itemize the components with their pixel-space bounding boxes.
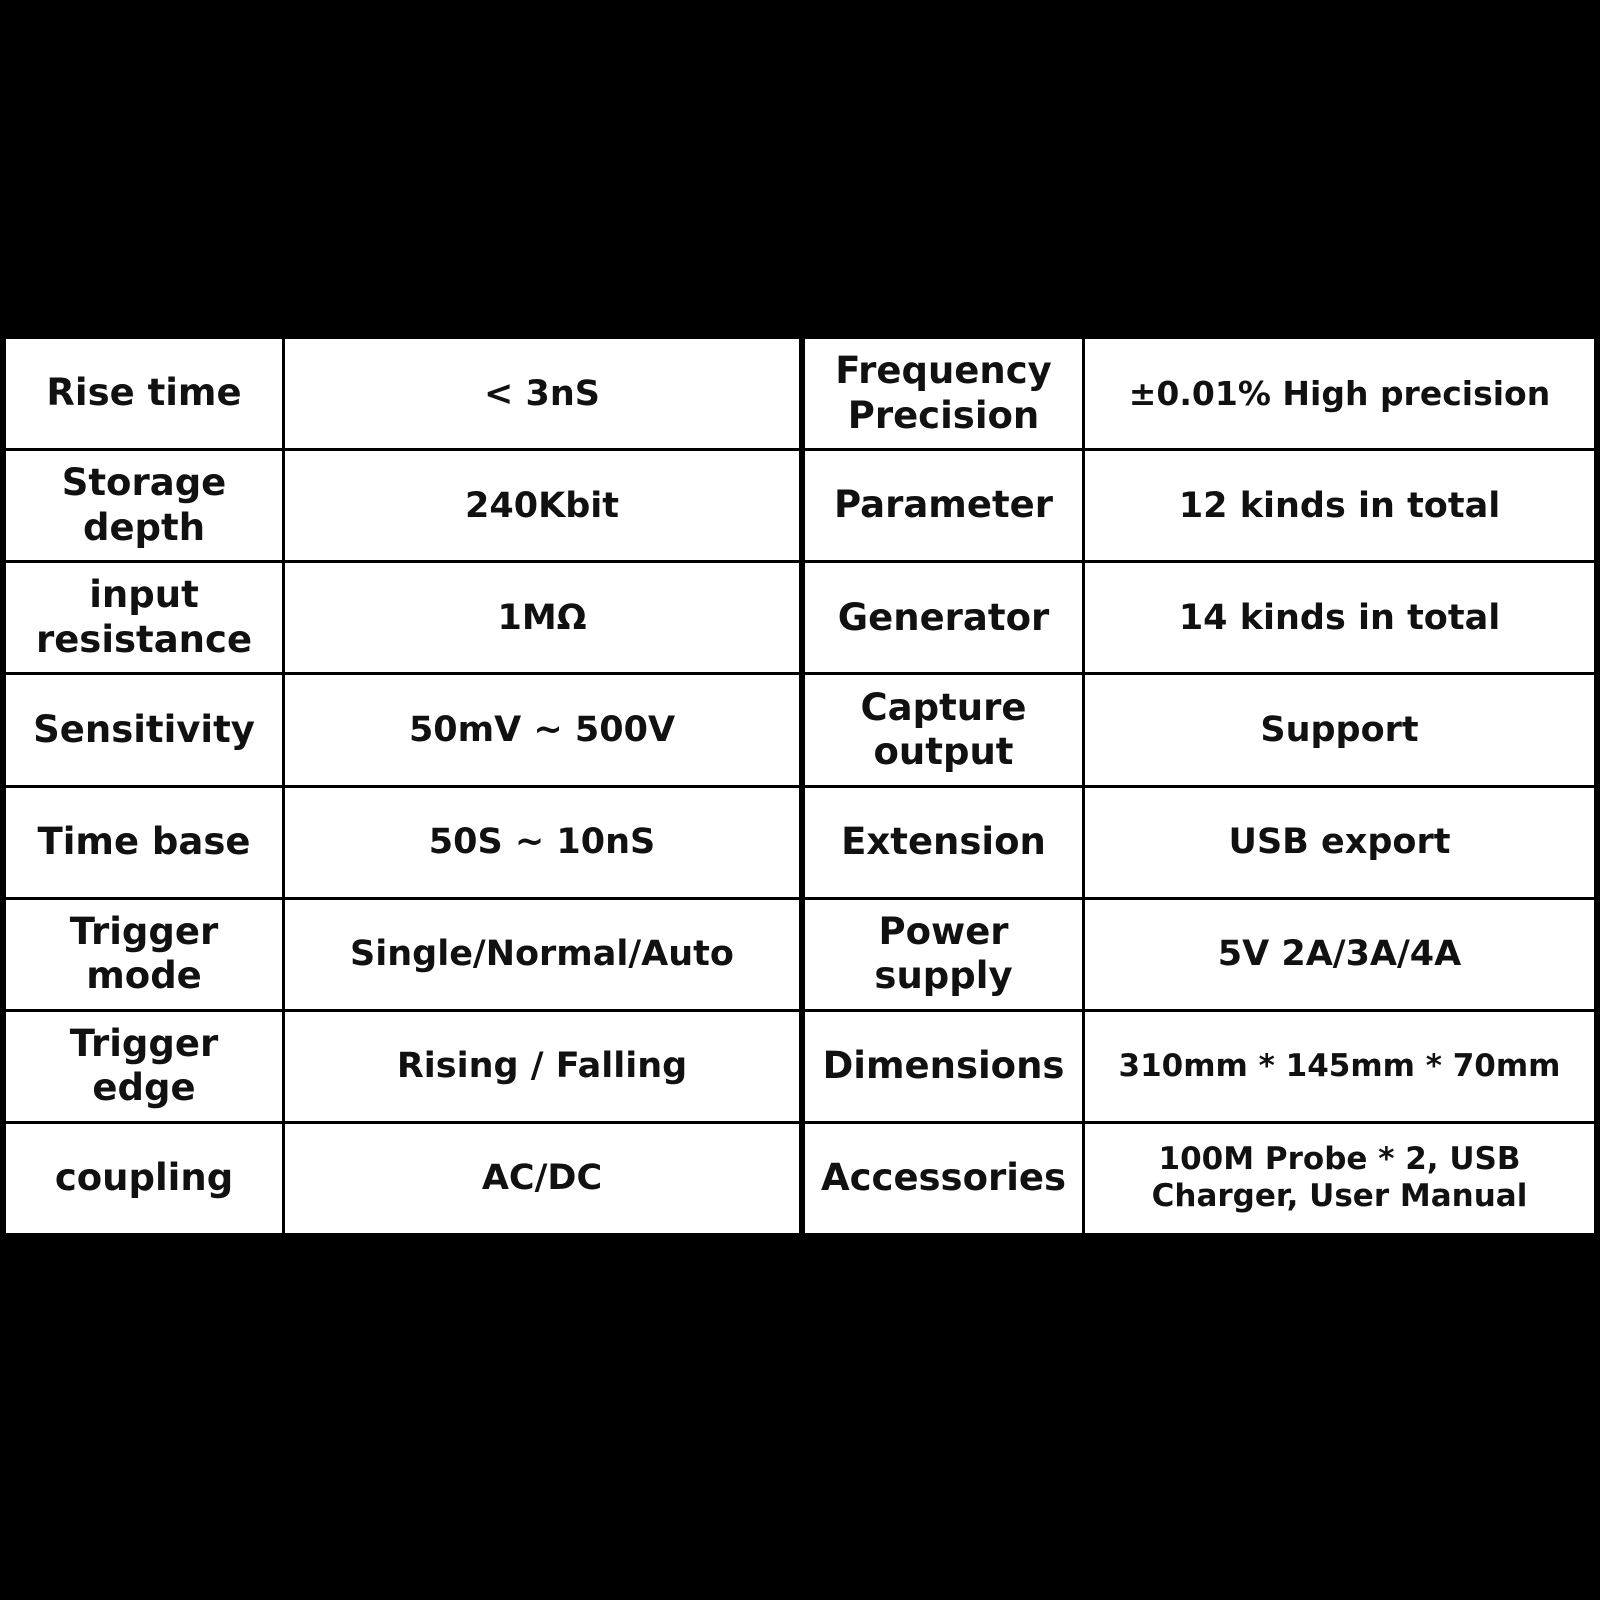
spec-label: Extension bbox=[805, 788, 1082, 897]
spec-label: Storage depth bbox=[6, 451, 282, 560]
spec-value: AC/DC bbox=[285, 1124, 799, 1233]
spec-value: 50S ~ 10nS bbox=[285, 788, 799, 897]
spec-table-right bbox=[805, 339, 1594, 1233]
spec-value: 5V 2A/3A/4A bbox=[1085, 900, 1594, 1009]
spec-row-rise-time bbox=[6, 339, 799, 448]
spec-value: 12 kinds in total bbox=[1085, 451, 1594, 560]
spec-row-trigger-edge bbox=[6, 1012, 799, 1121]
spec-label: Rise time bbox=[6, 339, 282, 448]
spec-label: Parameter bbox=[805, 451, 1082, 560]
spec-value: Support bbox=[1085, 675, 1594, 784]
spec-value: 50mV ~ 500V bbox=[285, 675, 799, 784]
spec-row-dimensions bbox=[805, 1012, 1594, 1121]
spec-row-sensitivity bbox=[6, 675, 799, 784]
spec-row-power-supply bbox=[805, 900, 1594, 1009]
spec-value: USB export bbox=[1085, 788, 1594, 897]
spec-label: Generator bbox=[805, 563, 1082, 672]
spec-row-coupling bbox=[6, 1124, 799, 1233]
spec-row-input-resistance bbox=[6, 563, 799, 672]
spec-value: 1MΩ bbox=[285, 563, 799, 672]
spec-row-capture-output bbox=[805, 675, 1594, 784]
spec-row-storage-depth bbox=[6, 451, 799, 560]
spec-label: Frequency Precision bbox=[805, 339, 1082, 448]
spec-row-trigger-mode bbox=[6, 900, 799, 1009]
spec-row-accessories bbox=[805, 1124, 1594, 1233]
spec-label: Dimensions bbox=[805, 1012, 1082, 1121]
spec-label: Sensitivity bbox=[6, 675, 282, 784]
spec-label: Accessories bbox=[805, 1124, 1082, 1233]
spec-table-left bbox=[6, 339, 799, 1233]
spec-label: Time base bbox=[6, 788, 282, 897]
spec-value: 14 kinds in total bbox=[1085, 563, 1594, 672]
spec-label: input resistance bbox=[6, 563, 282, 672]
spec-label: Trigger edge bbox=[6, 1012, 282, 1121]
spec-row-parameter bbox=[805, 451, 1594, 560]
spec-value: 240Kbit bbox=[285, 451, 799, 560]
spec-row-time-base bbox=[6, 788, 799, 897]
spec-value: 310mm * 145mm * 70mm bbox=[1085, 1012, 1594, 1121]
spec-value: Rising / Falling bbox=[285, 1012, 799, 1121]
spec-label: Power supply bbox=[805, 900, 1082, 1009]
spec-row-generator bbox=[805, 563, 1594, 672]
spec-label: Capture output bbox=[805, 675, 1082, 784]
spec-label: coupling bbox=[6, 1124, 282, 1233]
spec-value: Single/Normal/Auto bbox=[285, 900, 799, 1009]
spec-value: < 3nS bbox=[285, 339, 799, 448]
spec-value: ±0.01% High precision bbox=[1085, 339, 1594, 448]
spec-value: 100M Probe * 2, USB Charger, User Manual bbox=[1085, 1124, 1594, 1233]
spec-label: Trigger mode bbox=[6, 900, 282, 1009]
spec-row-extension bbox=[805, 788, 1594, 897]
spec-row-frequency-precision bbox=[805, 339, 1594, 448]
spec-table bbox=[6, 339, 1594, 1233]
